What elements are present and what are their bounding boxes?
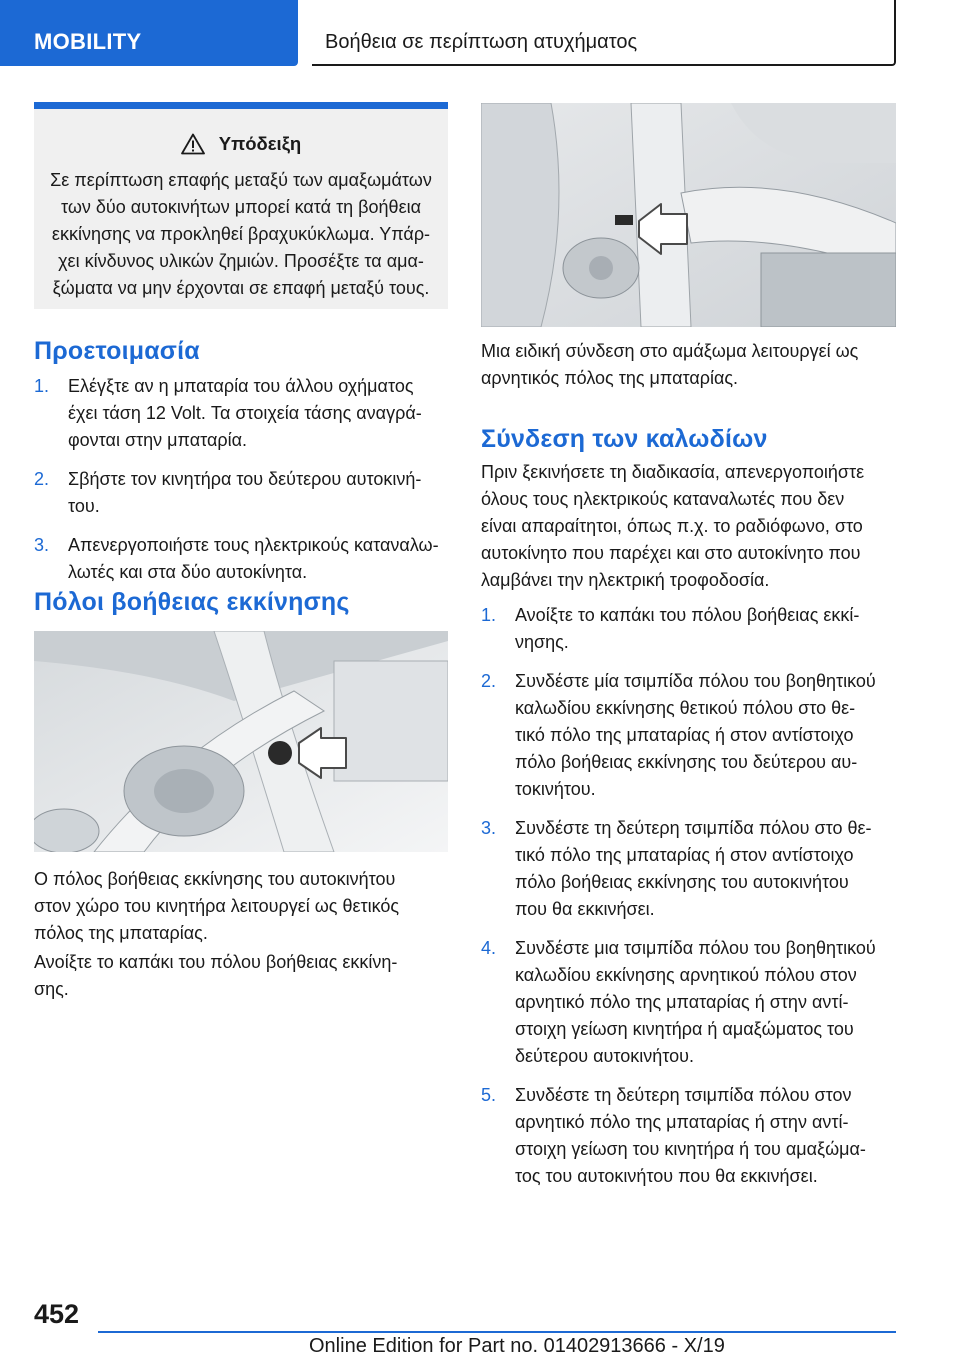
cable-steps-list (481, 602, 896, 1190)
list-line: λωτές και στα δύο αυτοκίνητα. (68, 562, 308, 582)
list-line: καλωδίου εκκίνησης θετικού πόλου στο θε- (515, 698, 856, 718)
note-line: χει κίνδυνος υλικών ζημιών. Προσέξτε τα αμα- (58, 251, 424, 271)
paragraph-positive-pole (34, 866, 448, 947)
section-tab-label: MOBILITY (34, 29, 142, 54)
list-item (34, 466, 448, 520)
note-line: ξώματα να μην έρχονται σε επαφή μεταξύ τους. (52, 278, 430, 298)
text-line: σης. (34, 979, 69, 999)
note-line: Σε περίπτωση επαφής μεταξύ των αμαξωμάτων (50, 170, 432, 190)
list-line: Συνδέστε τη δεύτερη τσιμπίδα πόλου στον (515, 1085, 852, 1105)
warning-triangle-icon (181, 133, 205, 155)
text-line: λαμβάνει την ηλεκτρική τροφοδοσία. (481, 570, 770, 590)
list-line: που θα εκκινήσει. (515, 899, 655, 919)
list-number: 1. (34, 376, 50, 396)
list-line: Ελέγξτε αν η μπαταρία του άλλου οχήματος (68, 376, 414, 396)
text-line: αρνητικός πόλος της μπαταρίας. (481, 368, 739, 388)
list-line: στοιχη γείωση του κινητήρα ή του αμαξώμα- (515, 1139, 866, 1159)
paragraph-cable-intro (481, 459, 896, 594)
list-line: Συνδέστε μία τσιμπίδα πόλου του βοηθητικού (515, 671, 876, 691)
text-line: είναι απαραίτητοι, όπως π.χ. το ραδιόφωνο, στο (481, 516, 863, 536)
list-line: τικό πόλο της μπαταρίας ή στον αντίστοιχο (515, 845, 854, 865)
note-text (34, 167, 448, 302)
list-line: τοκινήτου. (515, 779, 596, 799)
list-line: Συνδέστε τη δεύτερη τσιμπίδα πόλου στο θε- (515, 818, 872, 838)
note-header (34, 133, 448, 155)
list-number: 3. (34, 535, 50, 555)
text-line: πόλος της μπαταρίας. (34, 923, 208, 943)
list-line: πόλο βοήθειας εκκίνησης του αυτοκινήτου (515, 872, 849, 892)
text-line: Ο πόλος βοήθειας εκκίνησης του αυτοκινήτου (34, 869, 396, 889)
note-title: Υπόδειξη (218, 133, 302, 154)
list-line: δεύτερου αυτοκινήτου. (515, 1046, 694, 1066)
text-line: Ανοίξτε το καπάκι του πόλου βοήθειας εκκίνη- (34, 952, 398, 972)
preparation-list (34, 373, 448, 586)
text-line: Πριν ξεκινήσετε τη διαδικασία, απενεργοποιήστε (481, 462, 865, 482)
list-line: αρνητικό πόλο της μπαταρίας ή στην αντί- (515, 992, 849, 1012)
footer-edition: Online Edition for Part no. 01402913666 - X/19 (309, 1335, 725, 1357)
text-line: στον χώρο του κινητήρα λειτουργεί ως θετικός (34, 896, 400, 916)
list-line: στοιχη γείωση κινητήρα ή αμαξώματος του (515, 1019, 854, 1039)
text-line: όλους τους ηλεκτρικούς καταναλωτές που δεν (481, 489, 845, 509)
list-number: 2. (34, 469, 50, 489)
list-line: του. (68, 496, 100, 516)
chapter-header (312, 0, 896, 66)
engine-bay-photo-negative (481, 103, 896, 327)
heading-preparation: Προετοιμασία (34, 337, 200, 365)
list-item (481, 602, 896, 656)
list-line: έχει τάση 12 Volt. Τα στοιχεία τάσης αναγρά- (68, 403, 422, 423)
list-number: 1. (481, 605, 497, 625)
list-item (481, 668, 896, 803)
page-number: 452 (34, 1299, 80, 1329)
list-number: 3. (481, 818, 497, 838)
list-number: 5. (481, 1085, 497, 1105)
list-line: αρνητικό πόλο της μπαταρίας ή στην αντί- (515, 1112, 849, 1132)
list-item (481, 1082, 896, 1190)
list-line: φονται στην μπαταρία. (68, 430, 248, 450)
text-line: αυτοκίνητο που παρέχει και στο αυτοκίνητο που (481, 543, 861, 563)
list-line: Συνδέστε μια τσιμπίδα πόλου του βοηθητικού (515, 938, 876, 958)
note-line: εκκίνησης να προκληθεί βραχυκύκλωμα. Υπάρ- (51, 224, 431, 244)
footer-divider (98, 1331, 896, 1333)
list-item (34, 532, 448, 586)
list-line: Ανοίξτε το καπάκι του πόλου βοήθειας εκκί- (515, 605, 860, 625)
list-line: νησης. (515, 632, 569, 652)
list-number: 4. (481, 938, 497, 958)
chapter-title: Βοήθεια σε περίπτωση ατυχήματος (325, 31, 638, 53)
list-line: καλωδίου εκκίνησης αρνητικού πόλου στον (515, 965, 857, 985)
list-line: πόλο βοήθειας εκκίνησης του δεύτερου αυ- (515, 752, 858, 772)
note-line: των δύο αυτοκινήτων μπορεί κατά τη βοήθεια (60, 197, 422, 217)
section-tab (0, 0, 298, 66)
text-line: Μια ειδική σύνδεση στο αμάξωμα λειτουργεί ως (481, 341, 859, 361)
list-line: Απενεργοποιήστε τους ηλεκτρικούς καταναλω- (68, 535, 439, 555)
list-line: Σβήστε τον κινητήρα του δεύτερου αυτοκινή- (68, 469, 422, 489)
list-item (481, 935, 896, 1070)
list-item (481, 815, 896, 923)
list-number: 2. (481, 671, 497, 691)
list-line: τικό πόλο της μπαταρίας ή στον αντίστοιχο (515, 725, 854, 745)
heading-cable-connection: Σύνδεση των καλωδίων (481, 425, 768, 453)
note-box (34, 102, 448, 309)
paragraph-negative-pole (481, 338, 896, 392)
paragraph-open-cover (34, 949, 448, 1003)
heading-jump-poles: Πόλοι βοήθειας εκκίνησης (34, 588, 350, 616)
list-item (34, 373, 448, 454)
engine-bay-photo-positive (34, 631, 448, 852)
list-line: τος του αυτοκινήτου που θα εκκινήσει. (515, 1166, 818, 1186)
